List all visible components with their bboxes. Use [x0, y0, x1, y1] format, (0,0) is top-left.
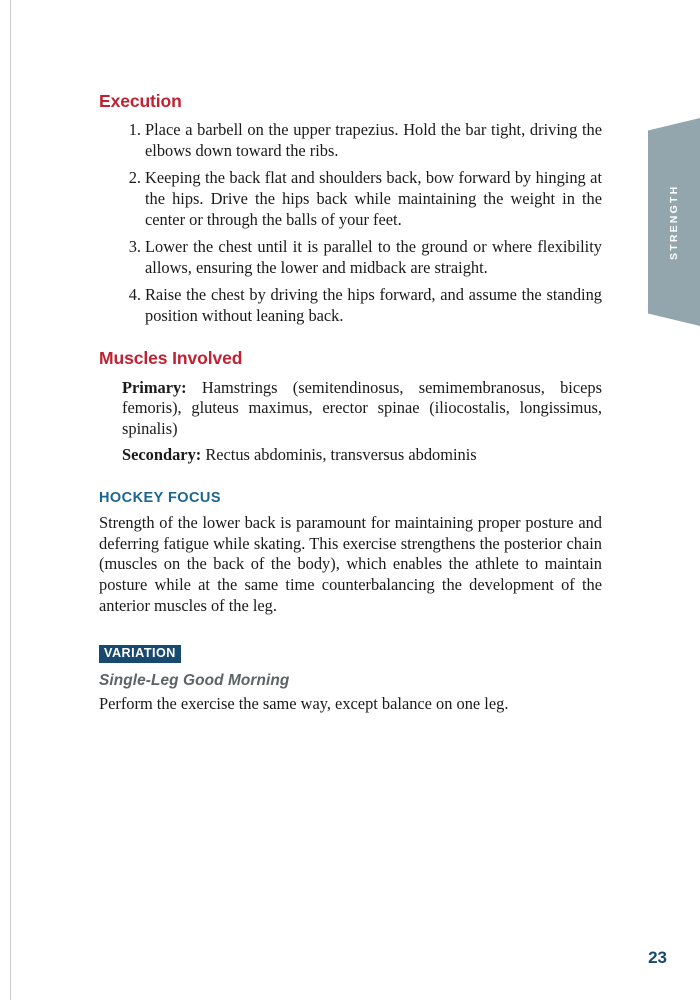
page-spine-rule — [10, 0, 11, 1000]
list-item: Place a barbell on the upper trapezius. Hold the bar tight, driving the elbows down toward the ribs. — [145, 120, 602, 160]
section-thumb-tab — [648, 118, 700, 326]
primary-muscles-label: Primary: — [122, 377, 187, 397]
page-content-column — [99, 92, 602, 714]
hockey-focus-heading: HOCKEY FOCUS — [99, 490, 221, 507]
list-item: Raise the chest by driving the hips forward, and assume the standing position without leaning back. — [145, 285, 602, 325]
execution-steps-list — [99, 120, 602, 326]
primary-muscles-row — [122, 378, 602, 440]
variation-block — [99, 644, 602, 714]
secondary-muscles-label: Secondary: — [122, 444, 202, 464]
muscles-involved-heading: Muscles Involved — [99, 347, 243, 368]
secondary-muscles-value: Rectus abdominis, transversus abdominis — [201, 444, 477, 464]
hockey-focus-block — [99, 491, 602, 616]
thumb-tab-label: STRENGTH — [668, 184, 680, 260]
muscles-involved-block — [99, 378, 602, 465]
variation-body: Perform the exercise the same way, except balance on one leg. — [99, 693, 509, 713]
list-item: Lower the chest until it is parallel to the ground or where flexibility allows, ensuring the lower and midback are straight. — [145, 237, 602, 277]
variation-badge: VARIATION — [99, 645, 181, 663]
variation-title: Single-Leg Good Morning — [99, 671, 290, 689]
list-item: Keeping the back flat and shoulders back, bow forward by hinging at the hips. Drive the hips back while maintaining the weight in the center or through the balls of your feet. — [145, 168, 602, 229]
page-number: 23 — [648, 948, 667, 967]
hockey-focus-body: Strength of the lower back is paramount for maintaining proper posture and deferring fatigue while skating. This exercise strengthens the posterior chain (muscles on the back of the body), which enables the athlete to maintain posture while at the same time counterbalancing the development of the anterior muscles of the leg. — [99, 513, 602, 615]
secondary-muscles-row — [122, 445, 602, 466]
execution-heading: Execution — [99, 91, 182, 111]
primary-muscles-value: Hamstrings (semitendinosus, semimembranosus, biceps femoris), gluteus maximus, erector spinae (iliocostalis, longissimus, spinalis) — [122, 377, 602, 439]
